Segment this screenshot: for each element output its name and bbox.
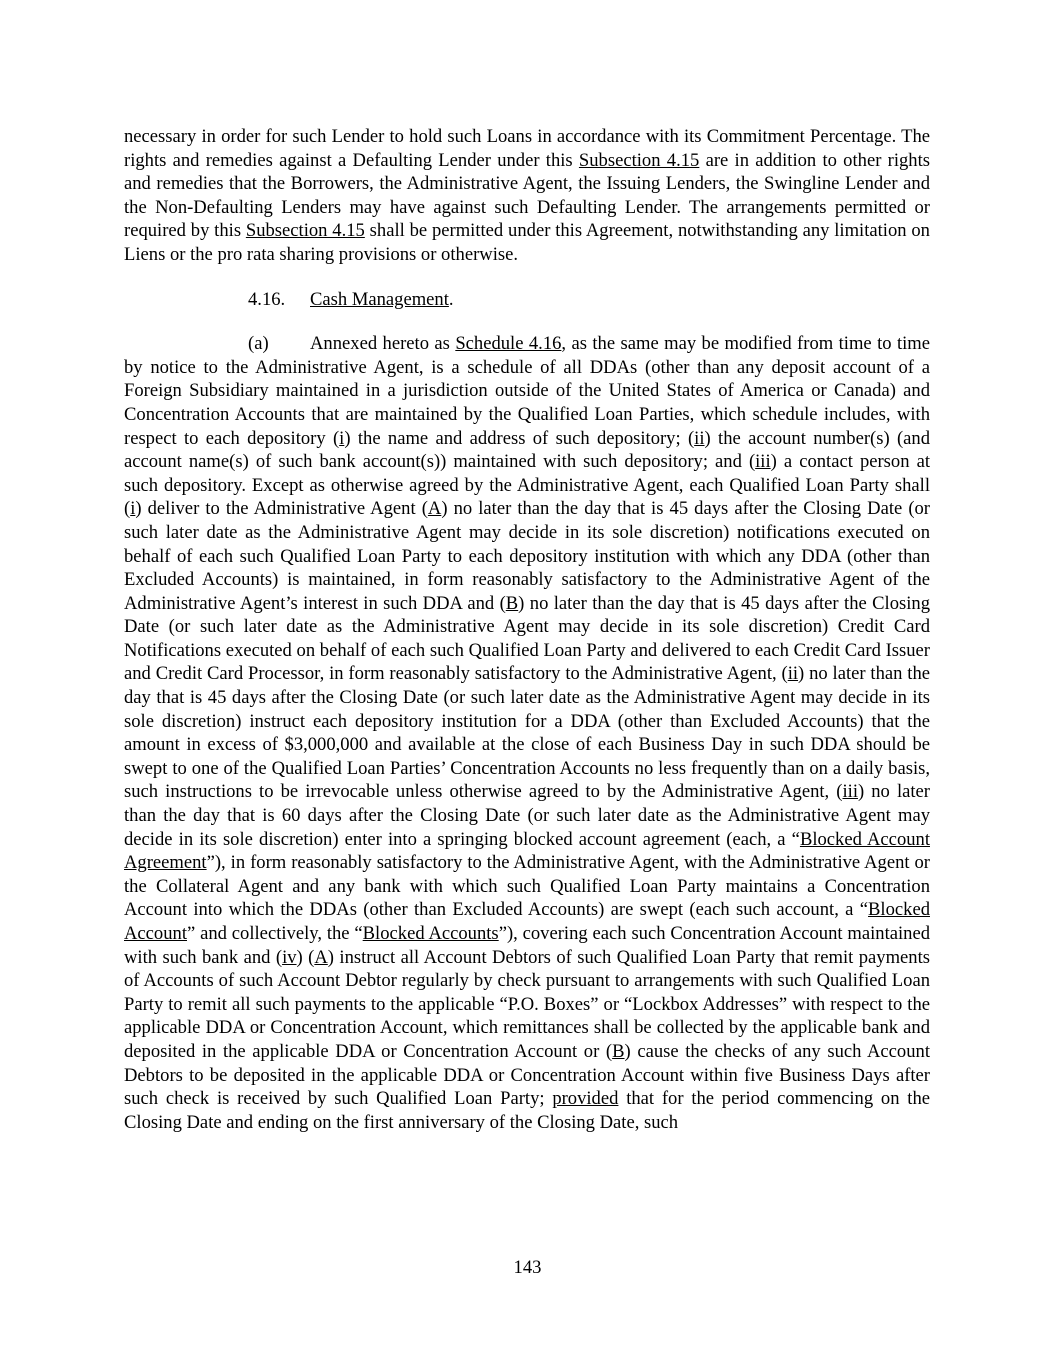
defined-term: Blocked Account — [124, 899, 930, 944]
paragraph-a: (a) Annexed hereto as Schedule 4.16, as the same may be modified from time to time by notice to the Administrative Agent, is a schedule of all DDAs (other than any deposit account of a Foreign Subsidiary maintained in a jurisdiction outside of the United States of America or Canada) and Concentration Accounts that are maintained by the Qualified Loan Parties, which schedule includes, with respect to each depository (i) the name and address of such depository; (ii) the account number(s) (and account name(s) of such bank account(s)) maintained with such depository; and (iii) a contact person at such depository. Except as otherwise agreed by the Administrative Agent, each Qualified Loan Party shall (i) deliver to the Administrative Agent (A) no later than the day that is 45 days after the Closing Date (or such later date as the Administrative Agent may decide in its sole discretion) notifications executed on behalf of each such Qualified Loan Party to each depository institution with which any DDA (other than Excluded Accounts) is maintained, in form reasonably satisfactory to the Administrative Agent of the Administrative Agent’s interest in such DDA and (B) no later than the day that is 45 days after the Closing Date (or such later date as the Administrative Agent may decide in its sole discretion) Credit Card Notifications executed on behalf of each such Qualified Loan Party and delivered to each Credit Card Issuer and Credit Card Processor, in form reasonably satisfactory to the Administrative Agent, (ii) no later than the day that is 45 days after the Closing Date (or such later date as the Administrative Agent may decide in its sole discretion) instruct each depository institution for a DDA (other than Excluded Accounts) that the amount in excess of $3,000,000 and available at the close of each Business Day in such DDA should be swept to one of the Qualified Loan Parties’ Concentration Accounts no less frequently than on a daily basis, such instructions to be irrevocable unless otherwise agreed to by the Administrative Agent, (iii) no later than the day that is 60 days after the Closing Date (or such later date as the Administrative Agent may decide in its sole discretion) enter into a springing blocked account agreement (each, a “Blocked Account Agreement”), in form reasonably satisfactory to the Administrative Agent, with the Administrative Agent or the Collateral Agent and any bank with which such Qualified Loan Party maintains a Concentration Account into which the DDAs (other than Excluded Accounts) are swept (each such account, a “Blocked Account” and collectively, the “Blocked Accounts”), covering each such Concentration Account maintained with such bank and (iv) (A) instruct all Account Debtors of such Qualified Loan Party that remit payments of Accounts of such Account Debtor regularly by check pursuant to arrangements with such Qualified Loan Party to remit all such payments to the applicable “P.O. Boxes” or “Lockbox Addresses” with respect to the applicable DDA or Concentration Account, which remittances shall be collected by the applicable bank and deposited in the applicable DDA or Concentration Account or (B) cause the checks of any such Account Debtors to be deposited in the applicable DDA or Concentration Account within five Business Days after such check is received by such Qualified Loan Party; provided that for the period commencing on the Closing Date and ending on the first anniversary of the Closing Date, such — [124, 333, 931, 1133]
defined-term: Blocked Account Agreement — [124, 828, 930, 874]
paragraph-label: (a) — [248, 333, 269, 355]
section-title: Cash Management — [310, 288, 449, 310]
schedule-reference: Schedule 4.16 — [455, 333, 562, 355]
defined-term: Blocked Accounts — [362, 923, 499, 944]
subsection-reference: Subsection 4.15 — [245, 220, 365, 242]
proviso-term: provided — [552, 1088, 619, 1110]
subsection-reference: Subsection 4.15 — [578, 149, 700, 171]
intro-paragraph: necessary in order for such Lender to hold such Loans in accordance with its Commitment Percentage. The rights and remedies against a Defaulting Lender under this Subsection 4.15 are in addition to other rights and remedies that the Borrowers, the Administrative Agent, the Issuing Lenders, the Swingline Lender and the Non-Defaulting Lenders may have against such Defaulting Lender. The arrangements permitted or required by this Subsection 4.15 shall be permitted under this Agreement, notwithstanding any limitation on Liens or the pro rata sharing provisions or otherwise. — [124, 126, 930, 265]
section-heading: 4.16. Cash Management. — [248, 288, 454, 310]
page-number: 143 — [513, 1257, 542, 1278]
section-number: 4.16. — [248, 288, 286, 310]
document-page — [124, 125, 930, 1134]
